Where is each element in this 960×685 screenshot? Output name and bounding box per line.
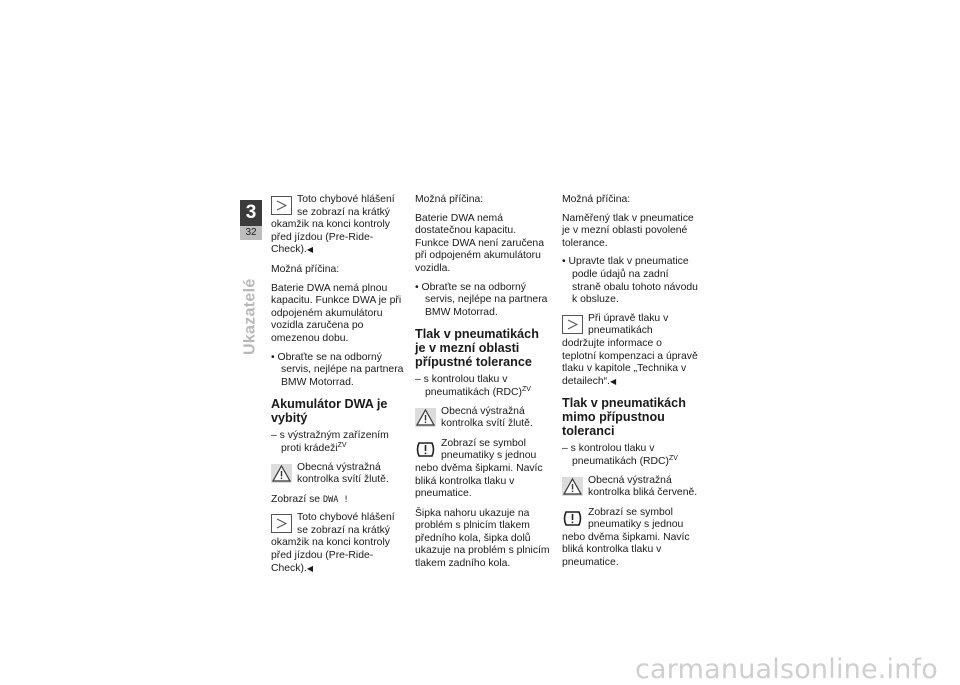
cause-label: Možná příčina: (562, 194, 631, 205)
info-text: Při úpravě tlaku v pneumatikách dodržujte informace o teplotní kompenzaci a úpravě tlaku v kapitole „Technika v detailech“.◀ (562, 312, 698, 387)
condition-item: – s kontrolou tlaku v pneumatikách (RDC)$^{ZV}$ (415, 374, 551, 399)
tire-pressure-block (415, 438, 551, 501)
page-number: 32 (240, 226, 262, 240)
tire-pressure-block (562, 507, 698, 570)
display-line: Zobrazí se DWA ! (271, 493, 349, 505)
info-block (271, 512, 407, 575)
cause-text: Naměřený tlak v pneumatice je v mezní oblasti povolené tolerance. (562, 212, 694, 249)
action-item: • Obraťte se na odborný servis, nejlépe na partnera BMW Motorrad. (415, 282, 551, 320)
warning-block (415, 406, 551, 431)
warning-icon (562, 477, 583, 496)
section-label: Ukazatelé (241, 278, 259, 356)
tire-pressure-icon (562, 509, 583, 528)
warning-block (562, 475, 698, 500)
option-superscript: ZV (669, 454, 678, 462)
info-text: Toto chybové hlášení se zobrazí na krátký okamžik na konci kontroly před jízdou (Pre-Ride-Check).◀ (271, 194, 395, 256)
tire-pressure-icon (415, 440, 436, 459)
info-triangle-icon (271, 514, 292, 533)
arrow-explanation: Šipka nahoru ukazuje na problém s plnicím tlakem předního kola, šipka dolů ukazuje na problém s plnicím tlakem zadního kola. (415, 507, 550, 570)
condition-list (562, 443, 698, 468)
condition-list (271, 430, 407, 455)
section-heading: Tlak v pneumatikách mimo přípustnou toleranci (562, 396, 686, 439)
tire-pressure-text: Zobrazí se symbol pneumatiky s jednou nebo dvěma šipkami. Navíc bliká kontrolka tlaku v pneumatice. (415, 437, 543, 500)
action-item: • Upravte tlak v pneumatice podle údajů na zadní straně obalu tohoto návodu k obsluze. (562, 256, 698, 306)
column-2 (415, 194, 551, 577)
cause-label: Možná příčina: (415, 194, 484, 205)
cause-label: Možná příčina: (271, 263, 340, 275)
section-heading: Tlak v pneumatikách je v mezní oblasti přípustné tolerance (415, 327, 539, 370)
info-text: Toto chybové hlášení se zobrazí na krátký okamžik na konci kontroly před jízdou (Pre-Ride-Check).◀ (271, 512, 395, 574)
end-mark: ◀ (306, 563, 313, 573)
cause-text: Baterie DWA nemá plnou kapacitu. Funkce DWA je při odpojeném akumulátoru vozidla zaručena po omezenou dobu. (271, 282, 402, 344)
warning-text: Obecná výstražná kontrolka svítí žlutě. (441, 405, 533, 430)
chapter-number: 3 (240, 200, 262, 226)
chapter-tab (240, 200, 262, 240)
watermark: carmanualsonline.info (635, 654, 938, 685)
info-triangle-icon (562, 315, 583, 334)
info-block (562, 313, 698, 389)
end-mark: ◀ (306, 245, 313, 255)
action-list (271, 352, 407, 390)
info-triangle-icon (271, 196, 292, 215)
condition-item: – s kontrolou tlaku v pneumatikách (RDC)$^{ZV}$ (562, 443, 698, 468)
action-list (562, 256, 698, 306)
tire-pressure-text: Zobrazí se symbol pneumatiky s jednou nebo dvěma šipkami. Navíc bliká kontrolka tlaku v pneumatice. (562, 506, 690, 569)
warning-icon (271, 464, 292, 483)
info-block (271, 194, 407, 257)
warning-text: Obecná výstražná kontrolka svítí žlutě. (297, 461, 389, 486)
action-item: • Obraťte se na odborný servis, nejlépe na partnera BMW Motorrad. (271, 352, 407, 390)
warning-text: Obecná výstražná kontrolka bliká červeně. (588, 474, 698, 499)
display-value: DWA ! (322, 494, 349, 505)
action-list (415, 282, 551, 320)
condition-item: – s výstražným zařízením proti krádeži$^{ZV}$ (271, 430, 407, 455)
warning-block (271, 462, 407, 487)
end-mark: ◀ (609, 376, 617, 386)
section-heading: Akumulátor DWA je vybitý (271, 397, 388, 426)
option-superscript: ZV (337, 441, 347, 449)
column-3 (562, 194, 698, 577)
condition-list (415, 374, 551, 399)
warning-icon (415, 408, 436, 427)
option-superscript: ZV (522, 385, 531, 393)
column-1 (271, 194, 407, 582)
cause-text: Baterie DWA nemá dostatečnou kapacitu. Funkce DWA není zaručena při odpojeném akumulátoru vozidla. (415, 212, 544, 274)
